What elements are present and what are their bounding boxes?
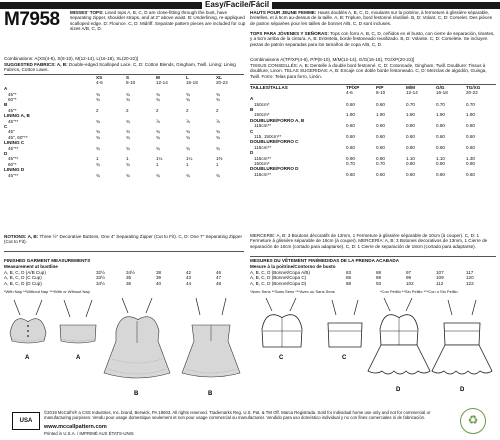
- finished-cell: 35: [126, 275, 132, 281]
- fabric-width: 45"**: [8, 118, 19, 124]
- right-finished-sub: Mesure à la poitrine/Contorno de busto: [250, 264, 336, 269]
- yardage-cell: 1: [156, 161, 159, 167]
- view-label: LINING C: [4, 140, 25, 146]
- finished-row: [250, 281, 496, 286]
- view-label: LINING D: [4, 167, 25, 173]
- view-a-front: [10, 300, 46, 343]
- garment-illustrations: [0, 295, 500, 407]
- yardage-cell: 0.80: [406, 123, 415, 129]
- size-range: 4-6: [346, 90, 353, 96]
- finished-cell: 44: [186, 280, 192, 286]
- size-header: XL: [216, 75, 222, 80]
- size-range: 16-18: [186, 80, 198, 86]
- yardage-cell: 0.60: [376, 134, 385, 139]
- yardage-cell: 1.90: [346, 112, 355, 118]
- fabric-width: 115, 150cm**: [254, 134, 282, 139]
- size-range: 20-22: [466, 90, 478, 96]
- finished-cell: 33½: [96, 275, 105, 281]
- view-label: B: [4, 102, 8, 108]
- yardage-cell: 1: [216, 161, 219, 167]
- fabric-width: 150cm*: [254, 112, 270, 118]
- finished-cell: 99: [406, 275, 412, 281]
- difficulty-label: Easy/Facile/Fácil: [202, 0, 272, 9]
- yardage-cell: ¾: [216, 172, 220, 178]
- yardage-cell: 0.60: [406, 134, 415, 139]
- finished-view: A, B, C, D (Bonnet/Copa C): [250, 275, 307, 281]
- yardage-cell: 2: [216, 107, 219, 113]
- yardage-cell: ¾: [186, 145, 190, 151]
- pattern-number: M7958: [4, 9, 60, 30]
- yardage-cell: ¾: [156, 91, 160, 97]
- yardage-cell: ¾: [96, 161, 100, 167]
- table-row: [250, 172, 496, 177]
- yardage-cell: 0.70: [406, 101, 415, 107]
- yardage-cell: 0.60: [346, 171, 355, 177]
- left-nap-note: *With Nap **Without Nap ***With or Without Nap: [4, 289, 90, 294]
- size-sub-row: [250, 90, 496, 95]
- yardage-cell: ¾: [96, 145, 100, 151]
- yardage-cell: 0.60: [436, 144, 445, 150]
- right-description-es: TOPS PARA JÓVENES Y SEÑORAS: Tops con forro A, B, C, D, ceñidos en el busto, con cierre de separación, tirantes, y a 5cm arriba de la cintura. A, B: Entretela, borde festoneado reutilizado. B, D: Volante. C, D: Corselete. Se incluyen piezas de patrón separadas para los tamaños de copa A/B, C, D.: [250, 31, 495, 47]
- size-header: XS: [96, 75, 103, 80]
- right-notions: MERCERIE: A, B: 3 Boutons décoratifs de 13mm, 1 Fermeture à glissière séparable de 10cm (à couper). C, D: 1 Fermeture à glissière séparable de 18cm (à couper). MERCERÍA: A, B: 3 Botones decorativos de 13mm, 1 Cierre de separación de 10cm (cortado para adaptarse). C, D: 1 Cierre de separación de 18cm (cortado para adaptarse).: [250, 233, 488, 249]
- yardage-cell: ¾: [126, 161, 130, 167]
- yardage-cell: ⅞: [186, 118, 190, 124]
- yardage-cell: 0.70: [376, 161, 385, 166]
- view-label: D: [4, 151, 8, 156]
- yardage-cell: 1¼: [156, 156, 163, 162]
- left-suggested-fabrics: SUGGESTED FABRICS: A, B: Double-edged Scalloped Lace. C, D: Cotton Blends, Gingham, Twill. Lining: Lining Fabrics, Cotton Lawn.: [4, 62, 236, 73]
- yardage-cell: 1⅜: [216, 156, 223, 162]
- view-label: C: [4, 124, 8, 129]
- yardage-cell: 0.90: [436, 161, 445, 166]
- yardage-cell: ¾: [126, 145, 130, 151]
- yardage-cell: 2: [156, 107, 159, 113]
- label-a-front: A: [25, 355, 30, 361]
- yardage-cell: 0.60: [346, 101, 355, 107]
- yardage-cell: 1¼: [186, 156, 193, 162]
- fabric-width: 45"**: [8, 172, 19, 178]
- view-d-front: [368, 298, 430, 374]
- size-range: 8-10: [376, 90, 386, 96]
- yardage-cell: 0.60: [436, 134, 445, 139]
- yardage-cell: ¾: [216, 91, 220, 97]
- recycle-icon: ♻: [460, 408, 486, 434]
- finished-cell: 112: [436, 280, 444, 286]
- size-header: G/G: [436, 85, 445, 90]
- yardage-cell: 1.90: [406, 112, 415, 118]
- finished-view: A, B, C, D (C Cup): [4, 275, 42, 281]
- finished-cell: 85: [346, 275, 352, 281]
- finished-cell: 42: [186, 270, 192, 275]
- view-b-back: [182, 298, 240, 377]
- finished-cell: 40: [156, 280, 162, 286]
- label-c-front: C: [279, 355, 284, 361]
- finished-cell: 34½: [96, 280, 105, 286]
- right-description-fr: HAUTS POUR JEUNE FEMME: Hauts doublés A, B, C, D, moulants sur la poitrine, à fermeture à glissière séparable, bretelles, et à 5cm au-dessus de la taille. A, B: Triplure, bord festonné réutilisé. B, D: Volant. C, D: Corselet. Des pièces de patron séparées pour les tailles de bonnet A/B, C, D sont incluses.: [250, 10, 493, 26]
- fabric-width: 150cm*: [254, 101, 270, 107]
- yardage-cell: 0.60: [406, 171, 415, 177]
- finished-cell: 48: [216, 280, 222, 286]
- yardage-cell: 0.60: [406, 144, 415, 150]
- size-header: M/M: [406, 85, 415, 90]
- finished-cell: 93: [376, 280, 382, 286]
- label-d-front: D: [396, 387, 401, 393]
- finished-cell: 117: [466, 270, 474, 275]
- size-header: TP/XP: [346, 85, 360, 90]
- size-range: 12-14: [156, 80, 168, 86]
- yardage-cell: 1.90: [466, 112, 475, 118]
- yardage-cell: ¾: [96, 97, 100, 102]
- size-range: 20-22: [216, 80, 228, 86]
- yardage-cell: ¾: [186, 134, 190, 140]
- yardage-cell: 0.70: [466, 101, 475, 107]
- website-link[interactable]: www.mccallpattern.com: [44, 424, 107, 430]
- yardage-cell: ¾: [186, 91, 190, 97]
- yardage-cell: ⅞: [156, 118, 160, 124]
- label-c-back: C: [342, 355, 347, 361]
- yardage-cell: ¾: [96, 172, 100, 178]
- size-header: L: [186, 75, 189, 80]
- fabric-width: 45"**: [8, 145, 19, 151]
- finished-view: A, B, C, D (D Cup): [4, 280, 42, 286]
- finished-cell: 83: [346, 270, 352, 275]
- fabric-width: 45", 60"**: [8, 134, 28, 140]
- yardage-cell: ¾: [216, 145, 220, 151]
- left-finished-table: [4, 270, 244, 290]
- finished-cell: 39: [156, 275, 162, 281]
- yardage-cell: ¾: [156, 129, 160, 135]
- right-combinations: Combinaisons A(TP/XP(4-6), P/P(8-10), M/M(12-14), G/G(16-18), TG/XP(20-22)]: [250, 57, 415, 62]
- finished-cell: 34½: [126, 270, 135, 275]
- yardage-cell: ¾: [126, 91, 130, 97]
- yardage-cell: ¾: [216, 129, 220, 135]
- right-suggested-fabrics: TISSUS CONSEILLÉS: A, B: Dentelle à double bord festonné. C, D: Cotonnade, Gingham, Twill. Doublure: Tissus à doublure, Linon. TELAS SUGERIDAS: A, B: Encaje con doble borde festoneado. C, D: Mezclas de algodón, Guinga, Twill. Forro: Telas para forro, Linón.: [250, 63, 487, 79]
- yardage-cell: 2: [126, 107, 129, 113]
- yardage-cell: ¾: [156, 145, 160, 151]
- finished-cell: 32½: [96, 270, 105, 275]
- yardage-cell: 1: [186, 161, 189, 167]
- view-b-front: [104, 298, 170, 378]
- yardage-cell: ¾: [96, 91, 100, 97]
- yardage-cell: 0.90: [406, 161, 415, 166]
- yardage-cell: ¾: [96, 118, 100, 124]
- yardage-cell: 1: [96, 156, 99, 162]
- yardage-cell: 1.90: [376, 112, 385, 118]
- printed-in: Printed in U.S.A. / IMPRIMÉ AUX ÉTATS-UNIS: [44, 431, 134, 436]
- view-label: B: [250, 107, 254, 112]
- left-yardage-table: [4, 75, 244, 235]
- yardage-cell: ¾: [126, 129, 130, 135]
- fabric-width: 115cm**: [254, 123, 272, 129]
- fabric-width: 45"*: [8, 107, 17, 113]
- yardage-cell: 0.60: [466, 171, 475, 177]
- yardage-cell: 0.90: [346, 155, 355, 161]
- yardage-cell: 0.60: [346, 144, 355, 150]
- yardage-cell: ¾: [126, 134, 130, 140]
- view-label: DOUBLURE/FORRO C: [250, 139, 299, 145]
- yardage-cell: ¾: [126, 172, 130, 178]
- size-header: M: [156, 75, 160, 80]
- yardage-cell: ¾: [216, 97, 220, 102]
- yardage-cell: 0.60: [436, 171, 445, 177]
- yardage-cell: 0.80: [436, 123, 445, 129]
- label-d-back: D: [460, 387, 465, 393]
- yardage-cell: 0.60: [346, 123, 355, 129]
- finished-cell: 38: [156, 270, 162, 275]
- label-b-front: B: [134, 391, 139, 397]
- fabric-width: 45": [8, 129, 15, 135]
- size-header: TG/XG: [466, 85, 481, 90]
- fabric-width: 60"*: [8, 97, 17, 102]
- yardage-cell: ¾: [126, 97, 130, 102]
- size-range: 4-6: [96, 80, 103, 86]
- right-nap-note: *Avec Sens **Sans Sens ***Avec ou Sans Sens: [250, 289, 335, 294]
- left-finished-sub: Measurement at bustline: [4, 264, 58, 269]
- fabric-width: 115cm**: [254, 144, 272, 150]
- yardage-cell: 0.70: [436, 101, 445, 107]
- size-header: P/P: [376, 85, 384, 90]
- fabric-width: 115cm**: [254, 155, 272, 161]
- right-nap-note-es: *Con Pelillo **Sin Pelillo ***Con o Sin Pelillo: [380, 289, 458, 294]
- yardage-cell: 0.60: [376, 144, 385, 150]
- view-label: A: [4, 86, 8, 92]
- finished-cell: 122: [466, 280, 474, 286]
- left-description: MISSES' TOPS: Lined tops A, B, C, D are close-fitting through the bust, have separating zipper, shoulder straps, and at 2" above waist. B: Underlining, re-appliqued scalloped edge. D: Flounce. C, D: Midriff. Separate pattern pieces are included for cup sizes A/B, C, D.: [70, 10, 246, 32]
- finished-cell: 107: [436, 270, 444, 275]
- view-label: C: [250, 128, 254, 134]
- yardage-cell: 1.10: [406, 155, 415, 161]
- yardage-cell: 1.10: [436, 155, 445, 161]
- right-finished-table: [250, 270, 496, 290]
- yardage-cell: ¾: [186, 172, 190, 178]
- finished-cell: 97: [406, 270, 412, 275]
- yardage-cell: ¾: [156, 134, 160, 140]
- yardage-cell: 1.30: [466, 155, 475, 161]
- size-range: 12-14: [406, 90, 418, 96]
- size-header: S: [126, 75, 130, 80]
- finished-cell: 88: [346, 280, 352, 286]
- yardage-cell: ¾: [96, 129, 100, 135]
- yardage-cell: ¾: [186, 97, 190, 102]
- finished-cell: 109: [436, 275, 444, 281]
- yardage-cell: 2: [186, 107, 189, 113]
- view-label: DOUBLURE/FORRO A, B: [250, 117, 305, 123]
- yardage-cell: ¾: [186, 129, 190, 135]
- finished-cell: 102: [406, 280, 414, 286]
- yardage-cell: 0.60: [376, 101, 385, 107]
- view-c-back: [328, 300, 362, 347]
- view-c-front: [262, 298, 302, 347]
- yardage-cell: 0.80: [466, 123, 475, 129]
- finished-view: A, B, C, D (A/B Cup): [4, 270, 46, 275]
- yardage-cell: 0.90: [376, 155, 385, 161]
- view-label: DOUBLURE/FORRO D: [250, 166, 299, 172]
- label-b-back: B: [208, 391, 213, 397]
- fabric-width: 60"*: [8, 161, 17, 167]
- yardage-cell: ¾: [216, 134, 220, 140]
- view-label: A: [250, 96, 254, 102]
- yardage-cell: 0.70: [346, 161, 355, 166]
- yardage-cell: ¾: [126, 118, 130, 124]
- label-a-back: A: [76, 355, 81, 361]
- finished-cell: 36: [126, 280, 132, 286]
- size-range: 8-10: [126, 80, 136, 86]
- sizes-label: TAILLES/TALLAS: [250, 85, 288, 90]
- copyright-text: ©2019 McCall's® a CSS Industries, Inc. brand, Berwick, PA 18603. All rights reserved. Trademarks Reg. U.S. Pat. & TM Off. Marca Registrada. Sold for individual home use only and not for commercial or manufacturing purposes. Vendu pour usage domestique seulement et non pour usage commercial ou manufacturier. Vendido para uso doméstico individual y no con fines comerciales ni de fabricación.: [44, 410, 431, 420]
- view-a-back: [60, 300, 96, 343]
- yardage-cell: 2: [96, 107, 99, 113]
- yardage-cell: 0.60: [466, 144, 475, 150]
- finished-cell: 89: [376, 275, 382, 281]
- fabric-width: 45"**: [8, 156, 19, 162]
- yardage-cell: ¾: [156, 97, 160, 102]
- yardage-cell: 0.60: [376, 171, 385, 177]
- size-range: 16-18: [436, 90, 448, 96]
- left-notions: NOTIONS: A, B: Three ½" Decorative Buttons, One 4" Separating Zipper (Cut to Fit). C, D: One 7" Separating Zipper (Cut to Fit).: [4, 234, 243, 245]
- yardage-cell: 1: [126, 156, 129, 162]
- finished-row: [4, 281, 244, 286]
- finished-cell: 46: [216, 270, 222, 275]
- view-label: LINING A, B: [4, 113, 30, 119]
- finished-cell: 47: [216, 275, 222, 281]
- yardage-cell: ⅞: [216, 118, 220, 124]
- yardage-cell: 0.90: [466, 161, 475, 166]
- view-d-back: [432, 300, 492, 374]
- usa-badge: USA: [12, 412, 40, 430]
- view-label: D: [250, 150, 254, 156]
- yardage-cell: 1.90: [436, 112, 445, 118]
- fabric-width: 45"*: [8, 91, 17, 97]
- fabric-width: 115cm**: [254, 171, 272, 177]
- left-finished-title: FINISHED GARMENT MEASUREMENTS: [4, 258, 91, 263]
- yardage-cell: 0.60: [376, 123, 385, 129]
- yardage-cell: ¾: [156, 172, 160, 178]
- fabric-width: 150cm*: [254, 161, 270, 166]
- table-row: [4, 173, 244, 178]
- size-sub-row: [4, 80, 244, 85]
- finished-cell: 43: [186, 275, 192, 281]
- yardage-cell: 0.60: [346, 134, 355, 139]
- finished-cell: 88: [376, 270, 382, 275]
- finished-view: A, B, C, D (Bonnet/Copa A/B): [250, 270, 311, 275]
- left-combinations: Combinations: A(XS(4-6), S(8-10), M(12-14), L(16-18), XL(20-22)]: [4, 56, 139, 61]
- right-finished-title: MESURES DU VÊTEMENT FINI/MEDIDAS DE LA PRENDA ACABADA: [250, 258, 400, 263]
- yardage-cell: ¾: [96, 134, 100, 140]
- illustrations: [0, 295, 500, 407]
- yardage-cell: 0.60: [466, 134, 475, 139]
- finished-cell: 120: [466, 275, 474, 281]
- finished-view: A, B, C, D (Bonnet/Copa D): [250, 280, 307, 286]
- right-yardage-table: [250, 85, 496, 235]
